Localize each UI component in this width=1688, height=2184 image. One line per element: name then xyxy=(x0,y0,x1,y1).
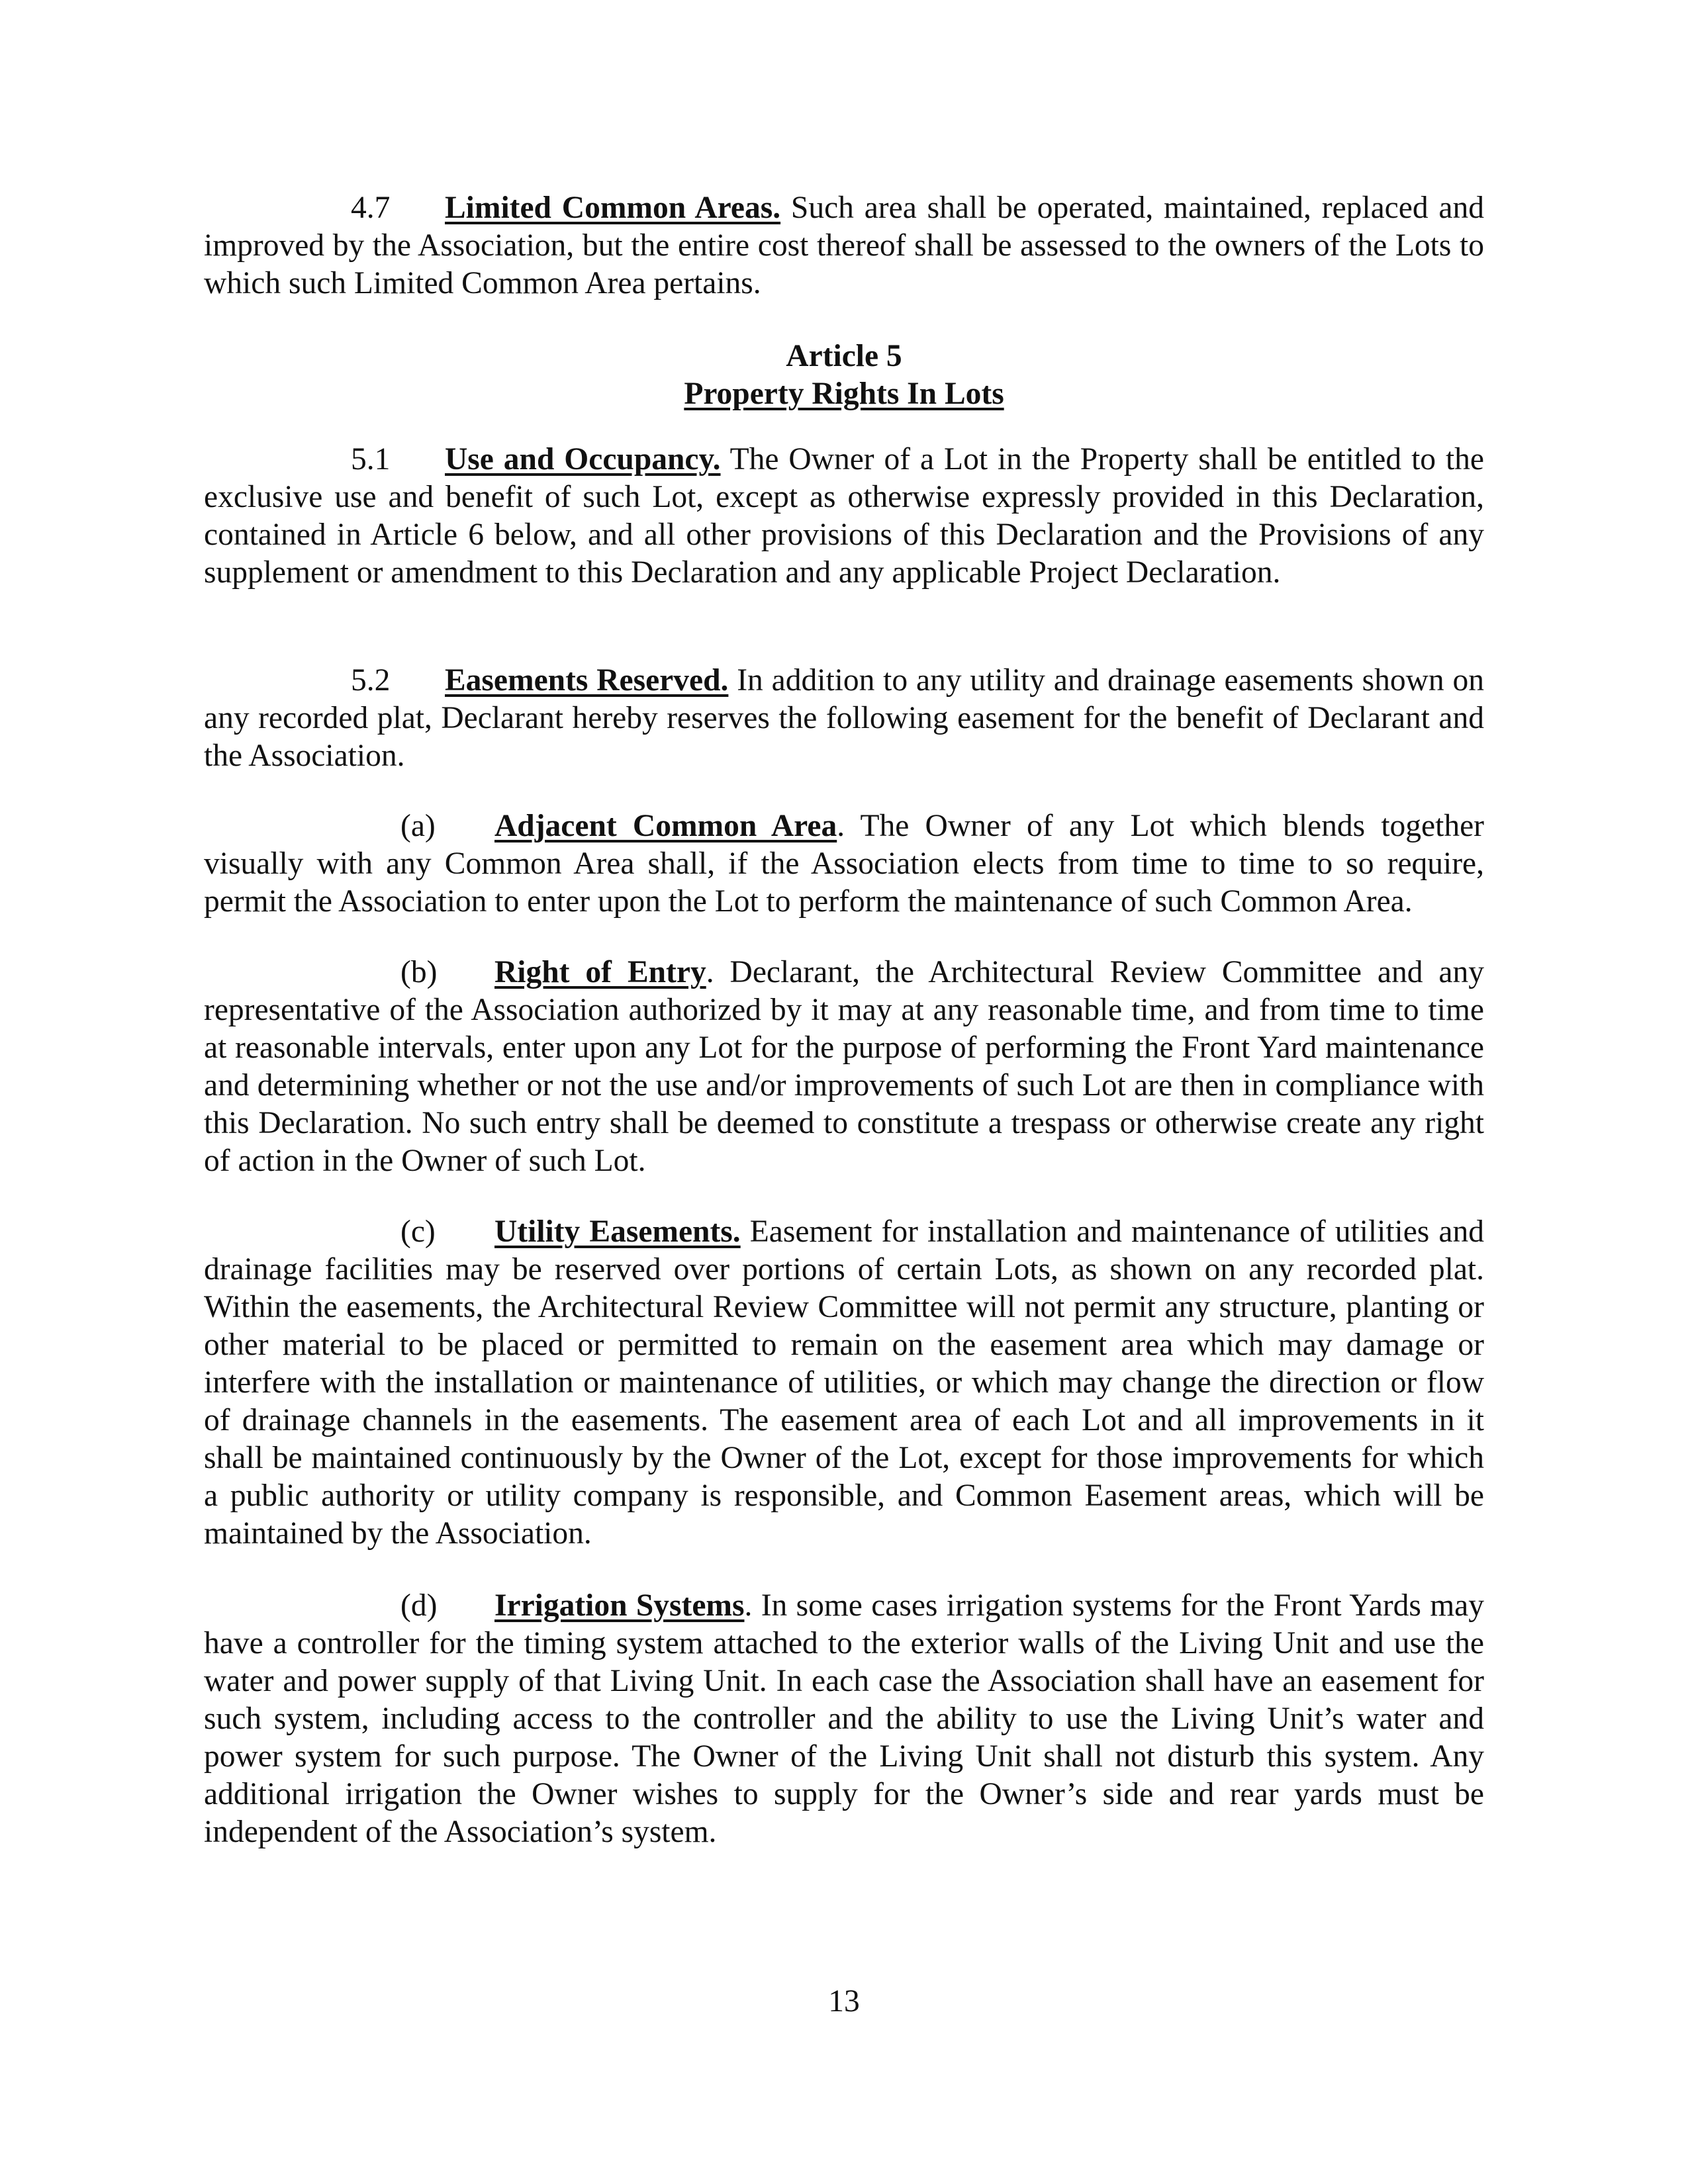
section-4-7 xyxy=(204,189,1484,302)
item-number: (a) xyxy=(400,809,436,843)
item-heading: Utility Easements. xyxy=(494,1214,741,1249)
item-body: . In some cases irrigation systems for the Front Yards may have a controller for the timing system attached to the exterior walls of the Living Unit and use the water and power supply of that Living Unit. In each case the Association shall have an easement for such system, including access to the controller and the ability to use the Living Unit’s water and power system for such purpose. The Owner of the Living Unit shall not disturb this system. Any additional irrigation the Owner wishes to supply for the Owner’s side and rear yards must be independent of the Association’s system. xyxy=(204,1588,1485,1849)
article-title xyxy=(204,375,1484,413)
section-body: The Owner of a Lot in the Property shall be entitled to the exclusive use and benefit of such Lot, except as otherwise expressly provided in this Declaration, contained in Article 6 below, and all other provisions of this Declaration and the Provisions of any supplement or amendment to this Declaration and any applicable Project Declaration. xyxy=(204,442,1484,590)
section-number: 4.7 xyxy=(351,191,391,225)
item-heading: Adjacent Common Area xyxy=(494,809,837,843)
section-5-2 xyxy=(204,662,1484,775)
section-heading: Limited Common Areas. xyxy=(445,191,781,225)
section-heading: Use and Occupancy. xyxy=(445,442,721,477)
section-body: In addition to any utility and drainage easements shown on any recorded plat, Declarant hereby reserves the following easement for the benefit of Declarant and the Association. xyxy=(204,663,1484,773)
item-number: (b) xyxy=(400,955,438,989)
item-number: (c) xyxy=(400,1214,436,1249)
section-number: 5.2 xyxy=(351,663,391,698)
article-label: Article 5 xyxy=(786,339,902,373)
article-title-text: Property Rights In Lots xyxy=(684,377,1004,411)
item-body: . The Owner of any Lot which blends together visually with any Common Area shall, if the Association elects from time to time to so require, permit the Association to enter upon the Lot to perform the maintenance of such Common Area. xyxy=(204,809,1484,919)
item-c xyxy=(204,1213,1484,1553)
item-body: . Declarant, the Architectural Review Committee and any representative of the Association authorized by it may at any reasonable time, and from time to time at reasonable intervals, enter upon any Lot for the purpose of performing the Front Yard maintenance and determining whether or not the use and/or improvements of such Lot are then in compliance with this Declaration. No such entry shall be deemed to constitute a trespass or otherwise create any right of action in the Owner of such Lot. xyxy=(204,955,1484,1178)
item-b xyxy=(204,954,1484,1180)
item-d xyxy=(204,1587,1484,1851)
item-number: (d) xyxy=(400,1588,438,1623)
section-number: 5.1 xyxy=(351,442,391,477)
item-body: Easement for installation and maintenance of utilities and drainage facilities may be reserved over portions of certain Lots, as shown on any recorded plat. Within the easements, the Architectural Review Committee will not permit any structure, planting or other material to be placed or permitted to remain on the easement area which may damage or interfere with the installation or maintenance of utilities, or which may change the direction or flow of drainage channels in the easements. The easement area of each Lot and all improvements in it shall be maintained continuously by the Owner of the Lot, except for those improvements for which a public authority or utility company is responsible, and Common Easement areas, which will be maintained by the Association. xyxy=(204,1214,1484,1551)
section-body: Such area shall be operated, maintained, replaced and improved by the Association, but the entire cost thereof shall be assessed to the owners of the Lots to which such Limited Common Area pertains. xyxy=(204,191,1485,300)
item-heading: Right of Entry xyxy=(494,955,706,989)
page-number: 13 xyxy=(828,1984,860,2019)
section-5-1 xyxy=(204,441,1484,592)
section-heading: Easements Reserved. xyxy=(445,663,729,698)
item-a xyxy=(204,807,1484,921)
item-heading: Irrigation Systems xyxy=(494,1588,745,1623)
